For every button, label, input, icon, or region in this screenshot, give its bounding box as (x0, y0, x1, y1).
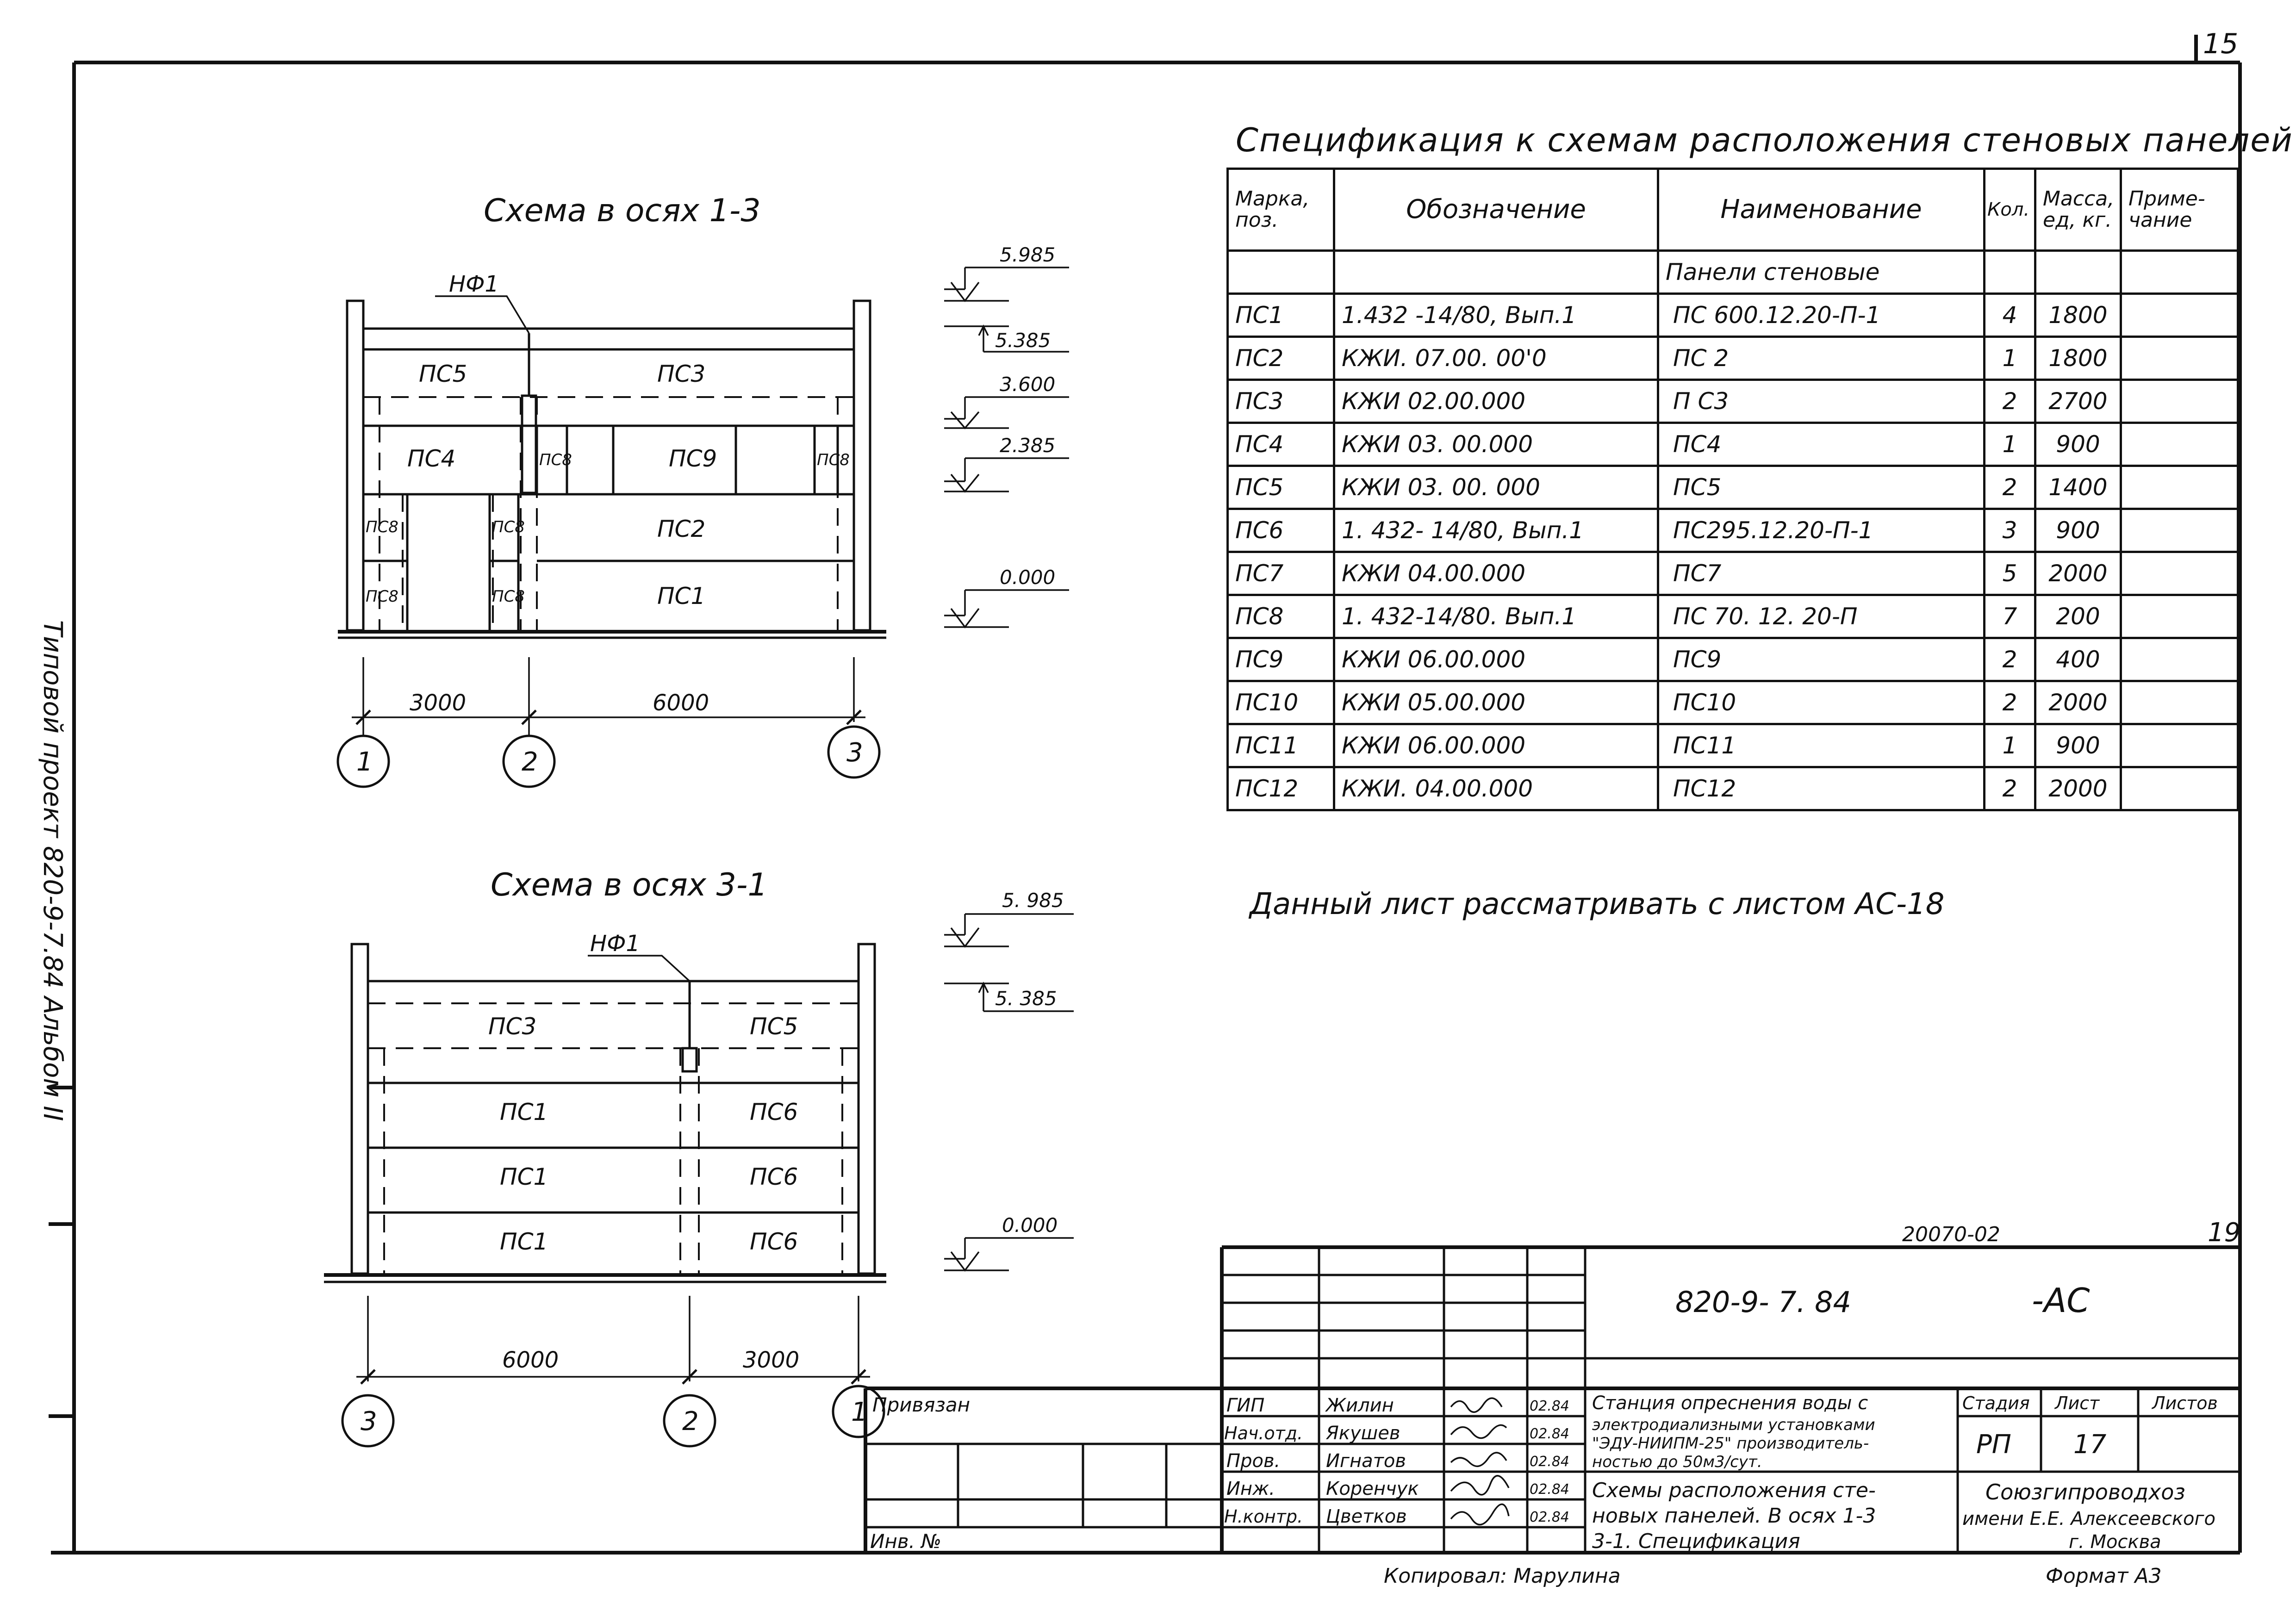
scheme1-title: Схема в осях 1-3 (484, 193, 761, 229)
spec-row (1228, 423, 2238, 466)
spec-cell-name: ПС4 (1658, 423, 1985, 466)
scheme1-nf-label: НФ1 (449, 271, 499, 297)
page-number: 19 (2208, 1218, 2241, 1248)
scheme1-level: 5.985 (1000, 243, 1056, 266)
scheme2-axis: 3 (361, 1406, 377, 1436)
name-korenchuk: Коренчук (1326, 1478, 1419, 1499)
spec-cell-qty: 2 (1985, 638, 2035, 681)
scheme1-level: 3.600 (1000, 373, 1056, 396)
project-mark: -АС (2032, 1281, 2090, 1320)
spec-cell-mass: 1400 (2035, 466, 2121, 509)
spec-title: Спецификация к схемам расположения стеновых панелей (1236, 121, 2293, 159)
spec-cell-qty: 2 (1985, 681, 2035, 724)
spec-cell-note (2121, 337, 2238, 380)
spec-cell-qty: 7 (1985, 595, 2035, 638)
role-prov: Пров. (1226, 1450, 1281, 1472)
spec-cell-designation: 1. 432-14/80. Вып.1 (1334, 595, 1658, 638)
object-line-1: Станция опреснения воды с (1592, 1393, 1868, 1414)
org-line-1: Союзгипроводхоз (1985, 1480, 2185, 1505)
spec-cell-name: П С3 (1658, 380, 1985, 423)
spec-row (1228, 681, 2238, 724)
name-zhilin: Жилин (1326, 1395, 1394, 1416)
scheme2-dim: 6000 (502, 1347, 559, 1373)
scheme2-axis: 1 (851, 1397, 868, 1427)
spec-cell-mass: 2000 (2035, 552, 2121, 595)
date-1: 02.84 (1530, 1398, 1569, 1414)
sheet-name-line-3: 3-1. Спецификация (1592, 1530, 1800, 1553)
spec-cell-mark: ПС5 (1228, 466, 1334, 509)
scheme1-panel: ПС8 (492, 518, 525, 536)
role-inzh: Инж. (1226, 1478, 1275, 1499)
spec-col-name: Наименование (1658, 169, 1985, 251)
scheme1-panel: ПС9 (669, 445, 717, 472)
scheme2-nf-label: НФ1 (590, 931, 640, 957)
spec-cell-name: ПС 70. 12. 20-П (1658, 595, 1985, 638)
spec-cell-mark: ПС4 (1228, 423, 1334, 466)
spec-cell-mass: 900 (2035, 724, 2121, 767)
object-line-4: ностью до 50м3/сут. (1592, 1453, 1762, 1471)
spec-cell-mark: ПС8 (1228, 595, 1334, 638)
spec-cell-qty: 2 (1985, 380, 2035, 423)
spec-row (1228, 509, 2238, 552)
name-yakushev: Якушев (1326, 1423, 1400, 1444)
col-header-sheets: Листов (2152, 1393, 2218, 1413)
spec-col-qty: Кол. (1985, 169, 2035, 251)
inv-no-label: Инв. № (870, 1530, 942, 1553)
spec-cell-mark: ПС9 (1228, 638, 1334, 681)
scheme1-panel: ПС8 (366, 518, 398, 536)
spec-col-note: Приме- чание (2121, 169, 2238, 251)
spec-cell-mark: ПС12 (1228, 767, 1334, 810)
spec-row (1228, 595, 2238, 638)
scheme2-panel: ПС6 (750, 1228, 798, 1255)
scheme1-panel: ПС4 (407, 445, 456, 472)
spec-cell-name: ПС7 (1658, 552, 1985, 595)
sheet-name-line-1: Схемы расположения сте- (1592, 1479, 1876, 1502)
spec-cell-note (2121, 466, 2238, 509)
scheme2-level: 0.000 (1002, 1214, 1058, 1237)
spec-cell-mass: 200 (2035, 595, 2121, 638)
org-line-3: г. Москва (2069, 1531, 2161, 1553)
spec-cell-name: ПС9 (1658, 638, 1985, 681)
scheme-axes-3-1 (324, 867, 1074, 1446)
scheme1-panel: ПС3 (657, 361, 706, 387)
spec-cell-designation: КЖИ 06.00.000 (1334, 638, 1658, 681)
role-nach-otd: Нач.отд. (1224, 1423, 1303, 1443)
spec-cell-designation: КЖИ 05.00.000 (1334, 681, 1658, 724)
spec-cell-name: ПС10 (1658, 681, 1985, 724)
date-4: 02.84 (1530, 1481, 1569, 1498)
spec-cell-mass: 900 (2035, 509, 2121, 552)
spec-cell-mark: ПС3 (1228, 380, 1334, 423)
spec-cell-designation: КЖИ 06.00.000 (1334, 724, 1658, 767)
scheme-axes-1-3 (338, 193, 1069, 787)
spec-cell-mark: ПС7 (1228, 552, 1334, 595)
spec-col-designation: Обозначение (1334, 169, 1658, 251)
scheme1-panel: ПС5 (419, 361, 467, 387)
doc-code-small: 20070-02 (1902, 1223, 2000, 1246)
spec-cell-mass: 2000 (2035, 767, 2121, 810)
spec-cell-note (2121, 552, 2238, 595)
spec-cell-qty: 1 (1985, 337, 2035, 380)
stage-value: РП (1976, 1430, 2011, 1460)
date-2: 02.84 (1530, 1426, 1569, 1442)
scheme1-dim: 3000 (410, 690, 467, 716)
scheme2-level: 5. 385 (995, 987, 1057, 1010)
role-n-kontr: Н.контр. (1224, 1506, 1303, 1527)
spec-cell-qty: 1 (1985, 423, 2035, 466)
spec-row (1228, 767, 2238, 810)
spec-cell-mark: ПС6 (1228, 509, 1334, 552)
spec-row (1228, 724, 2238, 767)
scheme2-title: Схема в осях 3-1 (491, 867, 768, 903)
margin-stamp: Типовой проект 820-9-7.84 Альбом II (37, 620, 68, 1121)
spec-cell-designation: КЖИ 03. 00. 000 (1334, 466, 1658, 509)
scheme1-panel: ПС1 (657, 583, 706, 609)
date-3: 02.84 (1530, 1454, 1569, 1470)
spec-row (1228, 466, 2238, 509)
spec-cell-qty: 5 (1985, 552, 2035, 595)
note-text: Данный лист рассматривать с листом АС-18 (1250, 887, 1945, 921)
spec-cell-mark: ПС10 (1228, 681, 1334, 724)
spec-cell-mass: 900 (2035, 423, 2121, 466)
scheme2-dim: 3000 (743, 1347, 800, 1373)
name-tsvetkov: Цветков (1326, 1506, 1407, 1527)
spec-cell-note (2121, 380, 2238, 423)
spec-cell-mass: 2700 (2035, 380, 2121, 423)
spec-cell-name: ПС 2 (1658, 337, 1985, 380)
spec-cell-name: ПС11 (1658, 724, 1985, 767)
scheme1-panel: ПС8 (539, 451, 572, 469)
col-header-stage: Стадия (1962, 1393, 2030, 1413)
spec-cell-designation: КЖИ 03. 00.000 (1334, 423, 1658, 466)
scheme1-panel: ПС8 (492, 587, 525, 606)
scheme2-panel: ПС1 (500, 1163, 548, 1190)
scheme1-panel: ПС8 (366, 587, 398, 606)
copied-by: Копировал: Марулина (1384, 1564, 1621, 1588)
spec-body (1228, 251, 2238, 810)
spec-cell-designation: КЖИ. 07.00. 00'0 (1334, 337, 1658, 380)
org-line-2: имени Е.Е. Алексеевского (1962, 1508, 2215, 1530)
scheme1-axis: 2 (522, 747, 538, 777)
sheet-name-line-2: новых панелей. В осях 1-3 (1592, 1504, 1876, 1528)
spec-cell-qty: 2 (1985, 466, 2035, 509)
scheme2-panel: ПС6 (750, 1099, 798, 1126)
spec-cell-mass: 400 (2035, 638, 2121, 681)
project-code: 820-9- 7. 84 (1675, 1285, 1851, 1319)
date-5: 02.84 (1530, 1509, 1569, 1525)
scheme2-panel: ПС3 (488, 1013, 537, 1040)
spec-row (1228, 638, 2238, 681)
spec-cell-note (2121, 595, 2238, 638)
scheme2-level: 5. 985 (1002, 889, 1064, 912)
spec-cell-note (2121, 294, 2238, 337)
spec-cell-designation: КЖИ 04.00.000 (1334, 552, 1658, 595)
object-line-3: "ЭДУ-НИИПМ-25" производитель- (1592, 1434, 1869, 1453)
spec-table (1226, 168, 2239, 811)
spec-cell-mark: ПС1 (1228, 294, 1334, 337)
spec-cell-mass: 1800 (2035, 337, 2121, 380)
scheme2-axis: 2 (682, 1406, 699, 1436)
spec-header-row (1228, 169, 2238, 251)
scheme2-panel: ПС1 (500, 1099, 548, 1126)
spec-cell-mark: ПС11 (1228, 724, 1334, 767)
spec-cell-mass: 2000 (2035, 681, 2121, 724)
spec-cell-name: ПС 600.12.20-П-1 (1658, 294, 1985, 337)
spec-cell-note (2121, 423, 2238, 466)
scheme1-panel: ПС8 (817, 451, 850, 469)
spec-cell-note (2121, 509, 2238, 552)
spec-cell-designation: КЖИ 02.00.000 (1334, 380, 1658, 423)
spec-cell-qty: 4 (1985, 294, 2035, 337)
scheme1-panel: ПС2 (657, 516, 706, 542)
spec-cell-note (2121, 724, 2238, 767)
col-header-sheet: Лист (2055, 1393, 2100, 1413)
spec-cell-designation: КЖИ. 04.00.000 (1334, 767, 1658, 810)
spec-col-mass: Масса, ед, кг. (2035, 169, 2121, 251)
scheme1-axis: 1 (356, 747, 373, 777)
spec-row (1228, 380, 2238, 423)
spec-col-mark: Марка, поз. (1228, 169, 1334, 251)
name-ignatov: Игнатов (1326, 1450, 1406, 1472)
scheme1-level: 5.385 (995, 329, 1051, 352)
scheme1-dim: 6000 (653, 690, 709, 716)
scheme1-level: 0.000 (1000, 566, 1056, 589)
spec-row (1228, 552, 2238, 595)
spec-row (1228, 294, 2238, 337)
scheme1-axis: 3 (846, 738, 863, 768)
spec-cell-name: ПС5 (1658, 466, 1985, 509)
spec-cell-name: ПС295.12.20-П-1 (1658, 509, 1985, 552)
spec-cell-qty: 2 (1985, 767, 2035, 810)
scheme2-panel: ПС6 (750, 1163, 798, 1190)
spec-row (1228, 337, 2238, 380)
scheme2-panel: ПС5 (750, 1013, 798, 1040)
spec-group-label: Панели стеновые (1658, 251, 1985, 294)
scheme2-panel: ПС1 (500, 1228, 548, 1255)
spec-cell-name: ПС12 (1658, 767, 1985, 810)
sheet-value: 17 (2073, 1430, 2107, 1460)
scheme1-level: 2.385 (1000, 434, 1056, 457)
spec-cell-note (2121, 638, 2238, 681)
spec-cell-note (2121, 681, 2238, 724)
spec-cell-note (2121, 767, 2238, 810)
role-gip: ГИП (1226, 1395, 1265, 1416)
paper-format: Формат А3 (2046, 1564, 2162, 1588)
spec-cell-mark: ПС2 (1228, 337, 1334, 380)
spec-cell-designation: 1. 432- 14/80, Вып.1 (1334, 509, 1658, 552)
spec-cell-qty: 1 (1985, 724, 2035, 767)
corner-sheet-number: 15 (2203, 28, 2239, 60)
spec-cell-mass: 1800 (2035, 294, 2121, 337)
spec-group-row (1228, 251, 2238, 294)
object-line-2: электродиализными установками (1592, 1416, 1875, 1434)
spec-cell-qty: 3 (1985, 509, 2035, 552)
spec-cell-designation: 1.432 -14/80, Вып.1 (1334, 294, 1658, 337)
privyazan-label: Привязан (872, 1393, 971, 1416)
